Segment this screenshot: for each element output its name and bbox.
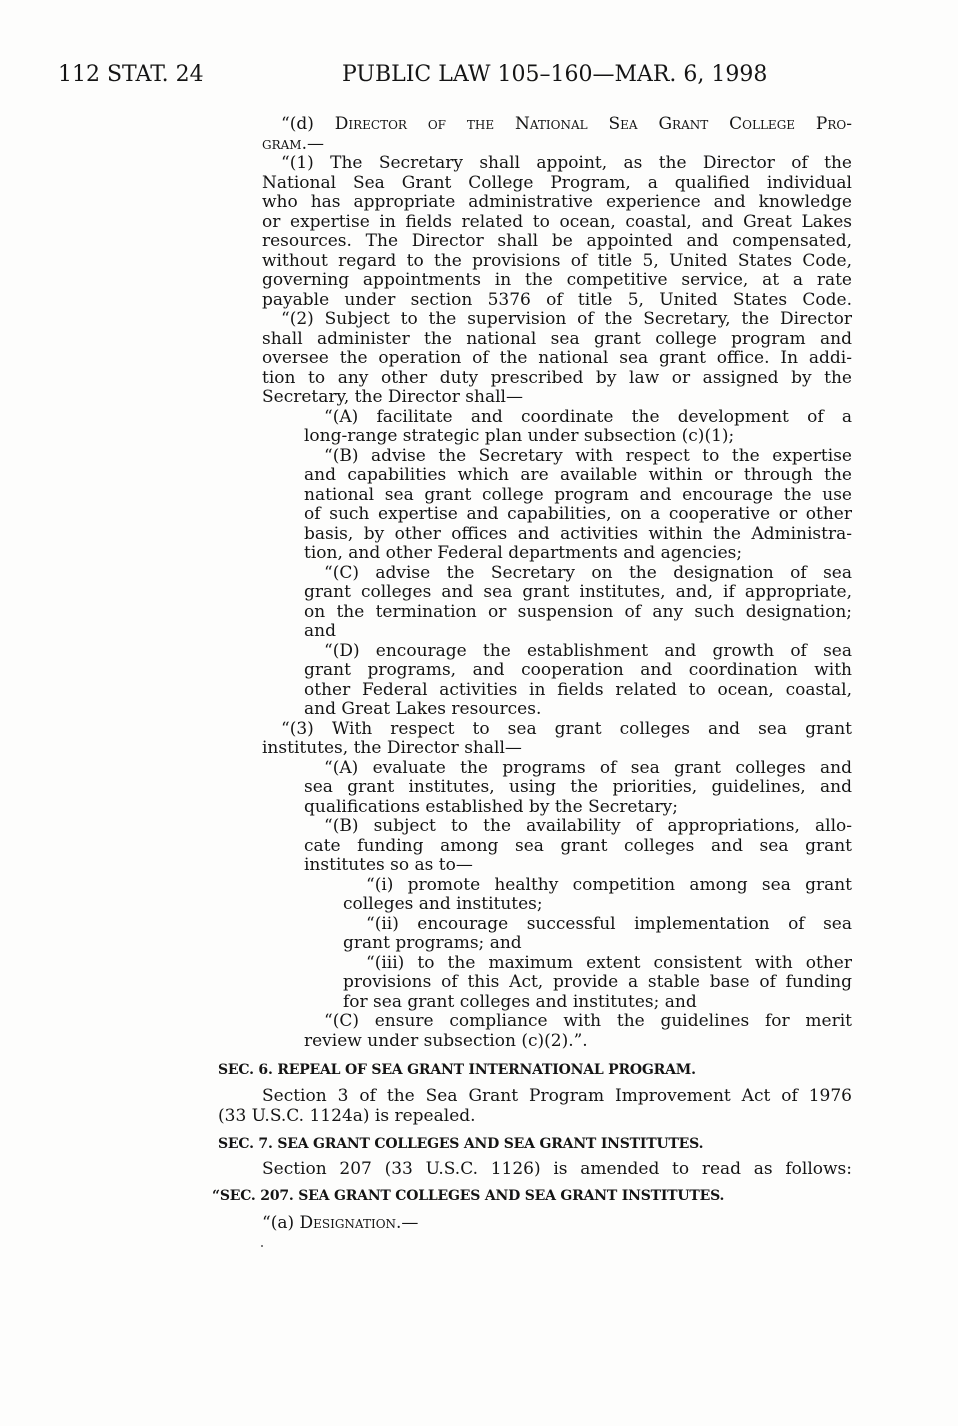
text-line: “(2) Subject to the supervision of the Secretary, the Director [281, 309, 852, 329]
text-line: grant colleges and sea grant institutes, and, if appropriate, [304, 582, 852, 602]
text-line: “(i) promote healthy competition among sea grant [366, 874, 852, 895]
text-line: shall administer the national sea grant college program and [262, 328, 852, 349]
text-line: “(iii) to the maximum extent consistent with other [366, 952, 852, 973]
section-207-heading: “SEC. 207. SEA GRANT COLLEGES AND SEA GRANT INSTITUTES. [212, 1188, 725, 1204]
subsection-d [0, 115, 958, 1051]
text-line: grant programs, and cooperation and coordination with [304, 660, 852, 680]
item-2-b [0, 447, 958, 564]
item-3-b-ii [0, 915, 958, 954]
text-line: cate funding among sea grant colleges and sea grant [304, 835, 852, 856]
heading-label: “(d) [281, 114, 314, 134]
text-line: on the termination or suspension of any such designation; [304, 601, 852, 622]
paragraph-d-1 [0, 154, 958, 310]
section-7-heading: SEC. 7. SEA GRANT COLLEGES AND SEA GRANT INSTITUTES. [218, 1136, 704, 1152]
page-citation: 112 STAT. 24 [58, 62, 204, 87]
text-line: “(ii) encourage successful implementation of sea [366, 913, 852, 934]
text-line: “(B) advise the Secretary with respect to the expertise [324, 445, 852, 466]
text-line: institutes so as to— [304, 855, 473, 875]
text-line: Secretary, the Director shall— [262, 387, 523, 407]
text-line: institutes, the Director shall— [262, 738, 522, 758]
item-2-a [0, 408, 958, 447]
stray-ink-mark [261, 1245, 263, 1247]
text-line: and Great Lakes resources. [304, 699, 542, 719]
text-line: “(A) evaluate the programs of sea grant colleges and [324, 757, 852, 778]
item-3-b-i [0, 876, 958, 915]
section-6-text-line: Section 3 of the Sea Grant Program Improvement Act of 1976 [262, 1086, 852, 1106]
section-6-heading: SEC. 6. REPEAL OF SEA GRANT INTERNATIONAL PROGRAM. [218, 1062, 696, 1078]
text-line: resources. The Director shall be appointed and compensated, [262, 231, 852, 251]
text-line: “(B) subject to the availability of appropriations, allo- [324, 816, 852, 836]
text-line: colleges and institutes; [343, 894, 543, 914]
text-line: review under subsection (c)(2).”. [304, 1030, 588, 1051]
text-line: or expertise in fields related to ocean, coastal, and Great Lakes [262, 211, 852, 232]
section-7-text-line: Section 207 (33 U.S.C. 1126) is amended to read as follows: [262, 1159, 852, 1179]
subsection-a-label: “(a) [262, 1213, 295, 1233]
item-3-b-iii [0, 954, 958, 1013]
text-line: basis, by other offices and activities within the Administra- [304, 523, 852, 544]
subsection-a-heading [262, 1214, 418, 1234]
law-citation: PUBLIC LAW 105–160—MAR. 6, 1998 [342, 62, 768, 87]
text-line: tion to any other duty prescribed by law or assigned by the [262, 367, 852, 388]
item-3-c [0, 1012, 958, 1051]
text-line: long-range strategic plan under subsection (c)(1); [304, 426, 735, 446]
text-line: who has appropriate administrative experience and knowledge [262, 192, 852, 212]
text-line: “(D) encourage the establishment and growth of sea [324, 640, 852, 661]
item-2-d [0, 642, 958, 720]
subsection-a-title: Designation.— [299, 1213, 419, 1233]
paragraph-d-3 [0, 720, 958, 759]
item-3-a [0, 759, 958, 818]
heading-title: Director of the National Sea Grant College Pro- [334, 114, 852, 134]
text-line: “(C) advise the Secretary on the designation of sea [324, 562, 852, 583]
text-line: tion, and other Federal departments and agencies; [304, 543, 743, 563]
text-line: qualifications established by the Secretary; [304, 796, 678, 817]
text-line: “(C) ensure compliance with the guidelines for merit [324, 1011, 852, 1031]
heading-line: gram.— [262, 133, 324, 154]
text-line: oversee the operation of the national sea grant office. In addi- [262, 348, 852, 368]
subsection-d-heading [0, 115, 958, 154]
text-line: payable under section 5376 of title 5, United States Code. [262, 289, 852, 310]
text-line: and [304, 621, 336, 641]
text-line: for sea grant colleges and institutes; and [343, 991, 697, 1012]
text-line: “(3) With respect to sea grant colleges and sea grant [281, 718, 852, 739]
text-line: provisions of this Act, provide a stable base of funding [343, 972, 852, 992]
section-6-text-line: (33 U.S.C. 1124a) is repealed. [218, 1106, 476, 1126]
text-line: of such expertise and capabilities, on a cooperative or other [304, 504, 852, 524]
text-line: other Federal activities in fields related to ocean, coastal, [304, 679, 852, 700]
item-3-b [0, 817, 958, 876]
text-line: without regard to the provisions of title 5, United States Code, [262, 250, 852, 271]
text-line: governing appointments in the competitive service, at a rate [262, 270, 852, 290]
heading-line [281, 115, 852, 135]
text-line: sea grant institutes, using the priorities, guidelines, and [304, 777, 852, 797]
text-line: National Sea Grant College Program, a qualified individual [262, 172, 852, 193]
text-line: “(1) The Secretary shall appoint, as the Director of the [281, 153, 852, 173]
item-2-c [0, 564, 958, 642]
text-line: and capabilities which are available within or through the [304, 465, 852, 485]
text-line: grant programs; and [343, 933, 522, 953]
text-line: “(A) facilitate and coordinate the development of a [324, 406, 852, 427]
text-line: national sea grant college program and encourage the use [304, 484, 852, 505]
paragraph-d-2 [0, 310, 958, 408]
